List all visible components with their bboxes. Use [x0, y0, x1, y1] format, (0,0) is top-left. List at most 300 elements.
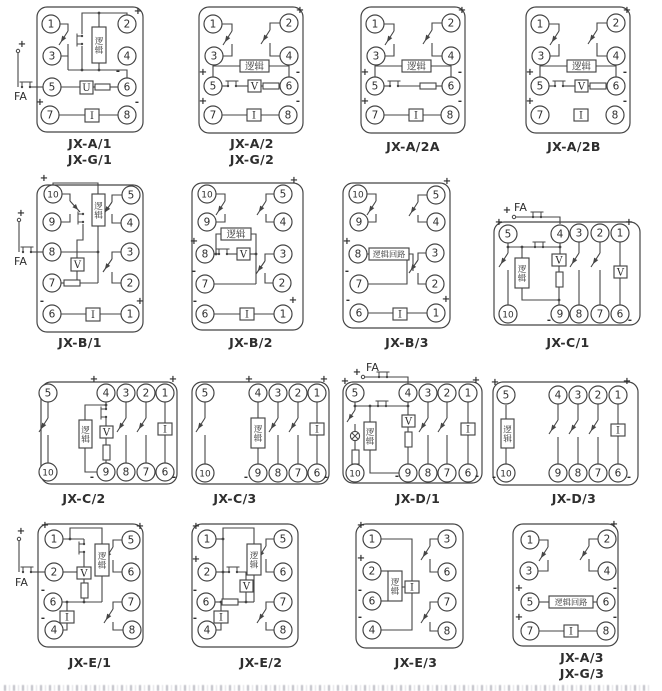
diagram-jx-c3 — [180, 350, 345, 492]
resistor-icon — [263, 83, 279, 89]
fa-label: FA — [14, 90, 27, 103]
polarity-sign: - — [457, 96, 463, 107]
contact-dot — [21, 86, 23, 88]
terminal-number: 6 — [201, 308, 209, 321]
terminal-number: 5 — [279, 533, 287, 546]
terminal-number: 7 — [594, 467, 602, 480]
wire — [522, 288, 559, 300]
cropped-text-strip — [4, 685, 652, 691]
contact-arrow-icon — [198, 423, 203, 430]
diagram-caption — [351, 655, 481, 671]
terminal-number: 4 — [203, 624, 211, 637]
wire — [539, 540, 548, 547]
wire — [432, 43, 442, 56]
junction-dot — [66, 601, 69, 604]
terminal-number: 6 — [279, 566, 287, 579]
fa-label: FA — [514, 201, 527, 214]
meter-box-label: I — [410, 582, 414, 594]
resistor-icon — [405, 432, 412, 447]
terminal-number: 4 — [556, 228, 564, 241]
diagram-caption — [187, 136, 317, 168]
logic-box-label: 逻辑 — [503, 425, 512, 445]
fa-label: FA — [14, 255, 27, 268]
polarity-sign: - — [344, 266, 350, 277]
polarity-sign: - — [40, 613, 46, 624]
polarity-sign: + — [89, 374, 99, 385]
wire — [113, 622, 123, 630]
logic-box-label: 逻辑 — [249, 551, 259, 571]
polarity-sign: - — [39, 296, 45, 307]
resistor-icon — [352, 450, 359, 464]
polarity-sign: + — [356, 520, 366, 531]
terminal-number: 2 — [126, 277, 134, 290]
logic-box-label: 逻辑 — [97, 551, 107, 572]
terminal-number: 3 — [525, 565, 533, 578]
polarity-sign: + — [198, 67, 208, 78]
logic-box-label: 逻辑 — [94, 201, 103, 222]
wire — [363, 377, 408, 384]
terminal-number: 4 — [554, 389, 562, 402]
diagram-jx-e3 — [340, 515, 500, 660]
polarity-sign: + — [525, 96, 535, 107]
polarity-sign: + — [502, 205, 512, 216]
junction-dot — [81, 69, 84, 72]
diagram-caption — [517, 650, 647, 682]
wire — [265, 273, 273, 283]
terminal-number: 6 — [202, 596, 210, 609]
contact-dot — [226, 253, 228, 255]
junction-dot — [369, 405, 372, 408]
terminal-number: 3 — [210, 50, 218, 63]
terminal-number: 4 — [368, 624, 376, 637]
contact-arrow-icon — [119, 423, 124, 430]
junction-dot — [105, 404, 108, 407]
wire — [368, 214, 376, 222]
terminal-number: 1 — [209, 18, 217, 31]
terminal-number: 4 — [123, 50, 131, 63]
pushbutton-icon — [79, 542, 83, 555]
terminal-number: 3 — [537, 50, 545, 63]
polarity-sign: + — [514, 612, 524, 623]
wire — [549, 24, 559, 31]
polarity-sign: + — [442, 176, 452, 187]
diagram-caption — [170, 491, 300, 507]
meter-box-label: I — [616, 425, 620, 437]
terminal-number: 2 — [285, 17, 293, 30]
logic-box-label: 逻辑 — [94, 36, 104, 57]
contact-arrow-icon — [349, 414, 354, 420]
terminal-number: 6 — [355, 307, 363, 320]
terminal-number: 8 — [446, 109, 454, 122]
terminal-number: 8 — [611, 109, 619, 122]
terminal-number: 2 — [203, 566, 211, 579]
pushbutton-icon — [217, 249, 230, 253]
terminal-number: 9 — [355, 216, 363, 229]
wire — [99, 70, 127, 78]
terminal-number: 5 — [536, 80, 544, 93]
pushbutton-icon — [533, 242, 546, 246]
terminal-number: 1 — [279, 308, 287, 321]
diagram-jx-e1 — [0, 515, 165, 660]
logic-box-label: 逻辑 — [226, 229, 246, 241]
contact-dot — [377, 405, 379, 407]
meter-box-label: I — [252, 110, 256, 122]
wire — [266, 559, 274, 572]
pushbutton-icon — [21, 567, 34, 571]
meter-box-label: I — [466, 424, 470, 436]
polarity-sign: + — [198, 96, 208, 107]
polarity-sign: - — [323, 472, 329, 483]
contact-arrow-icon — [425, 35, 430, 42]
terminal-number: 2 — [447, 17, 455, 30]
wire — [112, 272, 121, 283]
meter-box-label: I — [414, 110, 418, 122]
polarity-sign: - — [627, 315, 633, 326]
diagram-jx-a1 — [0, 0, 165, 134]
meter-box-label: V — [73, 260, 82, 272]
wire — [266, 602, 274, 609]
pushbutton-icon — [531, 212, 544, 216]
polarity-sign: - — [115, 66, 121, 77]
contact-dot — [82, 213, 84, 215]
contact-arrow-icon — [572, 258, 577, 265]
polarity-sign: + — [352, 367, 362, 378]
terminal-number: 7 — [142, 466, 150, 479]
pushbutton-icon — [227, 567, 240, 571]
polarity-sign: + — [356, 553, 366, 564]
contact-arrow-icon — [271, 423, 276, 430]
terminal-number: 10 — [500, 469, 512, 480]
meter-box-label: V — [577, 81, 586, 93]
diagram-caption-line: JX-D/3 — [551, 491, 597, 506]
diagram-caption-line: JX-D/1 — [395, 491, 441, 506]
wire — [418, 273, 426, 284]
contact-dot — [218, 253, 220, 255]
wire — [266, 539, 274, 546]
diagram-caption-line: JX-A/3 — [560, 650, 604, 665]
contact-dot — [236, 571, 238, 573]
wire — [270, 43, 280, 56]
polarity-sign: - — [295, 96, 301, 107]
diagram-caption — [509, 491, 639, 507]
polarity-sign: + — [168, 374, 178, 385]
contact-arrow-icon — [552, 36, 557, 43]
diagram-caption — [342, 335, 472, 351]
wire — [85, 447, 97, 472]
terminal-number: 9 — [554, 467, 562, 480]
meter-box-label: U — [82, 83, 91, 95]
polarity-sign: - — [394, 471, 400, 482]
terminal-number: 8 — [354, 248, 362, 261]
meter-box-label: I — [398, 309, 402, 321]
meter-box-label: V — [250, 81, 259, 93]
junction-dot — [222, 571, 225, 574]
terminal-number: 4 — [603, 565, 611, 578]
junction-dot — [507, 246, 510, 249]
contact-arrow-icon — [411, 207, 416, 214]
contact-arrow-icon — [258, 265, 263, 271]
meter-box-label: I — [163, 424, 167, 436]
polarity-sign: + — [514, 583, 524, 594]
wire — [216, 194, 225, 201]
wire — [270, 23, 280, 30]
diagram-caption — [196, 655, 326, 671]
junction-dot — [407, 405, 410, 408]
contact-arrow-icon — [571, 425, 576, 432]
terminal-number: 10 — [201, 190, 213, 201]
terminal-number: 3 — [424, 387, 432, 400]
polarity-sign: - — [357, 612, 363, 623]
terminal-number: 3 — [575, 227, 583, 240]
wire — [266, 194, 274, 201]
junction-dot — [98, 69, 101, 72]
wire — [596, 66, 616, 77]
terminal-number: 7 — [536, 109, 544, 122]
contact-arrow-icon — [593, 258, 598, 265]
terminal-number: 1 — [464, 387, 472, 400]
diagram-jx-d1 — [340, 350, 490, 492]
contact-dot — [81, 43, 83, 45]
contact-dot — [378, 376, 380, 378]
terminal-number: 1 — [126, 308, 134, 321]
terminal-number: 4 — [254, 387, 262, 400]
terminal-number: 5 — [371, 80, 379, 93]
terminal-number: 9 — [404, 467, 412, 480]
fa-label: FA — [366, 361, 379, 374]
terminal-number: 10 — [352, 190, 364, 201]
contact-arrow-icon — [423, 551, 428, 558]
terminal-number: 4 — [404, 387, 412, 400]
terminal-number: 8 — [602, 625, 610, 638]
diagram-caption-line: JX-A/1 — [68, 136, 112, 151]
wire — [514, 217, 560, 224]
terminal-number: 7 — [355, 278, 363, 291]
terminal-number: 9 — [102, 466, 110, 479]
polarity-sign: - — [191, 266, 197, 277]
terminal-number: 2 — [368, 565, 376, 578]
polarity-sign: + — [39, 173, 49, 184]
wire — [431, 66, 451, 77]
terminal-number: 1 — [616, 227, 624, 240]
polarity-sign: + — [441, 294, 451, 305]
meter-box-label: I — [245, 309, 249, 321]
wire — [384, 24, 394, 31]
contact-arrow-icon — [387, 36, 392, 43]
terminal-number: 6 — [447, 80, 455, 93]
polarity-sign: - — [295, 67, 301, 78]
contact-arrow-icon — [291, 423, 296, 430]
wire — [266, 214, 274, 222]
meter-box-label: V — [555, 255, 563, 267]
contact-dot — [105, 416, 107, 418]
terminal-number: 1 — [432, 307, 440, 320]
terminal-number: 5 — [432, 189, 440, 202]
polarity-sign: + — [295, 5, 305, 16]
wire — [216, 623, 221, 630]
logic-box-label: 逻辑 — [81, 425, 90, 446]
pushbutton-icon — [388, 81, 401, 85]
pushbutton-icon — [21, 247, 34, 251]
terminal-number: 2 — [443, 387, 451, 400]
wire — [368, 260, 407, 284]
junction-dot — [97, 251, 100, 254]
contact-dot — [554, 85, 556, 87]
meter-box-label: I — [219, 612, 223, 624]
diagram-jx-a3 — [500, 515, 662, 660]
terminal-number: 4 — [447, 50, 455, 63]
polarity-sign: - — [40, 585, 46, 596]
polarity-sign: + — [609, 519, 619, 530]
diagram-caption-line: JX-B/1 — [58, 335, 102, 350]
polarity-sign: + — [244, 374, 254, 385]
terminal-number: 5 — [279, 188, 287, 201]
polarity-sign: - — [612, 583, 618, 594]
terminal-number: 9 — [48, 216, 56, 229]
logic-box-label: 逻辑 — [572, 61, 591, 73]
wire — [430, 559, 438, 572]
polarity-sign: - — [89, 472, 95, 483]
logic-box-label: 逻辑 — [253, 424, 263, 445]
wire — [70, 528, 102, 544]
polarity-sign: - — [243, 472, 249, 483]
diagram-caption — [186, 335, 316, 351]
contact-arrow-icon — [590, 35, 595, 42]
terminal-number: 1 — [313, 387, 321, 400]
diagram-caption — [509, 139, 639, 155]
polarity-sign: - — [626, 472, 632, 483]
diagram-caption-line: JX-B/3 — [385, 335, 429, 350]
terminal-number: 5 — [127, 534, 135, 547]
contact-dot — [532, 216, 534, 218]
polarity-sign: + — [622, 5, 632, 16]
terminal-number: 2 — [278, 277, 286, 290]
wire — [61, 214, 70, 222]
meter-box-label: I — [65, 612, 69, 624]
junction-dot — [521, 246, 524, 249]
terminal-number: 1 — [161, 387, 169, 400]
terminal-number: 10 — [42, 468, 54, 479]
terminal-number: 4 — [432, 216, 440, 229]
terminal-number: 6 — [48, 308, 56, 321]
wire — [540, 66, 567, 77]
pushbutton-icon — [77, 34, 81, 47]
wire — [430, 602, 438, 609]
terminal-number: 8 — [201, 248, 209, 261]
terminal-number: 6 — [161, 466, 169, 479]
terminal-number: 7 — [371, 109, 379, 122]
meter-box-label: I — [91, 310, 95, 322]
terminal-number: 8 — [574, 467, 582, 480]
terminal-number: 7 — [46, 109, 54, 122]
terminal-number: 6 — [127, 566, 135, 579]
diagram-caption — [348, 139, 478, 155]
diagram-caption-line: JX-E/1 — [68, 655, 112, 670]
terminal-number: 7 — [526, 625, 534, 638]
meter-box-label: V — [616, 267, 625, 279]
wire — [112, 214, 121, 223]
wire — [238, 572, 246, 580]
diagram-caption-line: JX-A/2B — [547, 139, 601, 154]
terminal-number: 7 — [279, 596, 287, 609]
contact-dot — [83, 551, 85, 553]
terminal-number: 1 — [614, 389, 622, 402]
diagram-caption — [25, 655, 155, 671]
polarity-sign: + — [490, 377, 500, 388]
junction-dot — [69, 538, 72, 541]
contact-dot — [534, 246, 536, 248]
terminal-number: 6 — [602, 596, 610, 609]
terminal-number: 1 — [371, 18, 379, 31]
wire — [213, 66, 240, 77]
terminal-number: 2 — [142, 387, 150, 400]
contact-dot — [22, 251, 24, 253]
terminal-number: 7 — [443, 596, 451, 609]
terminal-number: 5 — [502, 389, 510, 402]
wire — [113, 602, 122, 609]
wire — [589, 539, 598, 546]
terminal-number: 4 — [126, 217, 134, 230]
polarity-sign: + — [340, 376, 350, 387]
junction-dot — [354, 405, 357, 408]
resistor-icon — [222, 599, 238, 605]
terminal-number: 2 — [50, 566, 58, 579]
terminal-number: 5 — [526, 596, 534, 609]
wire — [77, 224, 83, 258]
polarity-sign: - — [491, 472, 497, 483]
contact-arrow-icon — [259, 614, 264, 621]
wire — [550, 44, 559, 56]
contact-dot — [235, 85, 237, 87]
contact-dot — [29, 86, 31, 88]
pushbutton-icon — [376, 401, 389, 405]
polarity-sign: + — [191, 521, 201, 532]
logic-box-label: 逻辑 — [390, 577, 400, 598]
wire — [61, 44, 68, 56]
diagram-caption-line: JX-G/1 — [67, 152, 113, 167]
contact-dot — [30, 571, 32, 573]
polarity-sign: + — [35, 97, 45, 108]
terminal-number: 9 — [203, 216, 211, 229]
wire — [112, 252, 121, 259]
terminal-number: 2 — [294, 387, 302, 400]
polarity-sign: + — [16, 526, 26, 537]
junction-dot — [222, 538, 225, 541]
polarity-sign: - — [192, 296, 198, 307]
terminal-number: 1 — [203, 533, 211, 546]
contact-arrow-icon — [61, 36, 66, 43]
resistor-icon — [556, 272, 563, 287]
polarity-sign: - — [192, 613, 198, 624]
contact-arrow-icon — [551, 425, 556, 432]
diagram-caption — [25, 136, 155, 168]
terminal-number: 2 — [596, 227, 604, 240]
polarity-sign: + — [319, 374, 329, 385]
diagram-jx-c2 — [0, 350, 180, 492]
diagram-jx-b3 — [330, 170, 500, 338]
junction-dot — [83, 601, 86, 604]
terminal-number: 3 — [48, 50, 56, 63]
polarity-sign: + — [360, 96, 370, 107]
terminal-number: 6 — [368, 595, 376, 608]
wire — [370, 450, 399, 473]
diagram-caption-line: JX-C/2 — [62, 491, 106, 506]
terminal-number: 6 — [285, 80, 293, 93]
wire — [538, 560, 548, 571]
polarity-sign: + — [622, 376, 632, 387]
diagram-jx-d3 — [490, 350, 662, 492]
diagram-caption-line: JX-E/3 — [394, 655, 438, 670]
wire — [62, 194, 70, 201]
